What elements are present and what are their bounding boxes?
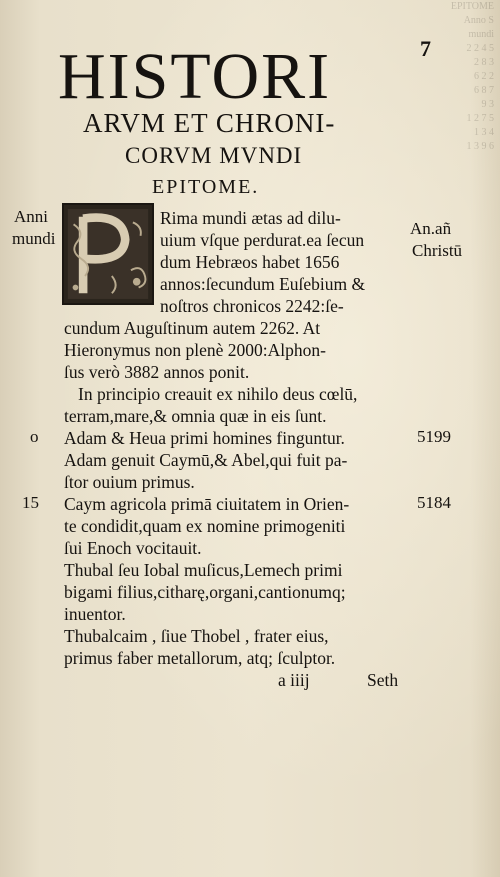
year-adam: 5199 [417,427,451,446]
title-line-4: EPITOME. [152,176,260,198]
signature-mark: a iiij [278,670,310,690]
text-line: ſus verò 3882 annos ponit. [64,362,250,382]
text-line: dum Hebræos habet 1656 [160,252,340,272]
text-line: terram,mare,& omnia quæ in eis ſunt. [64,406,327,426]
text-line: Thubalcaim , ſiue Thobel , frater eius, [64,626,329,646]
text-line: Adam & Heua primi homines finguntur. [64,428,345,448]
text-line: bigami filius,citharę,organi,cantionumq; [64,582,346,602]
text-line: cundum Auguſtinum autem 2262. At [64,318,321,338]
margin-christum: Christū [412,241,463,260]
text-line: uium vſque perdurat.ea ſecun [160,230,365,250]
text-line: Adam genuit Caymū,& Abel,qui fuit pa- [64,450,348,470]
text-line: Rima mundi ætas ad dilu- [160,208,341,228]
text-line: primus faber metallorum, atq; ſculptor. [64,648,336,668]
title-line-2: ARVM ET CHRONI- [83,108,336,138]
title-line-1: HISTORI [58,40,332,113]
decorated-initial-p-icon [62,203,154,305]
text-line: Caym agricola primā ciuitatem in Orien- [64,494,350,514]
text-line: annos:ſecundum Euſebium & [160,274,366,294]
page-number: 7 [420,36,431,61]
year-caym: 5184 [417,493,451,512]
text-line: In principio creauit ex nihilo deus cœlū, [78,384,358,404]
text-line: ſui Enoch vocitauit. [64,538,202,558]
show-through-bleed: EPITOME Anno S mundi 2 2 4 5 2 8 3 6 2 2 6 8 7 9 3 1 2 7 5 1 3 4 1 3 9 6 [450,1,494,152]
text-line: ſtor ouium primus. [64,472,195,492]
text-line: te condidit,quam ex nomine primogeniti [64,516,346,536]
text-line: noſtros chronicos 2242:ſe- [160,296,344,316]
catchword: Seth [367,670,399,690]
margin-anni: Anni [14,207,48,226]
margin-marker-0: o [30,427,39,446]
title-line-3: CORVM MVNDI [125,143,303,168]
margin-an-ante: An.añ [410,219,452,238]
text-line: Thubal ſeu Iobal muſicus,Lemech primi [64,560,343,580]
text-line: inuentor. [64,604,126,624]
margin-marker-15: 15 [22,493,39,512]
margin-mundi: mundi [12,229,56,248]
text-line: Hieronymus non plenè 2000:Alphon- [64,340,326,360]
